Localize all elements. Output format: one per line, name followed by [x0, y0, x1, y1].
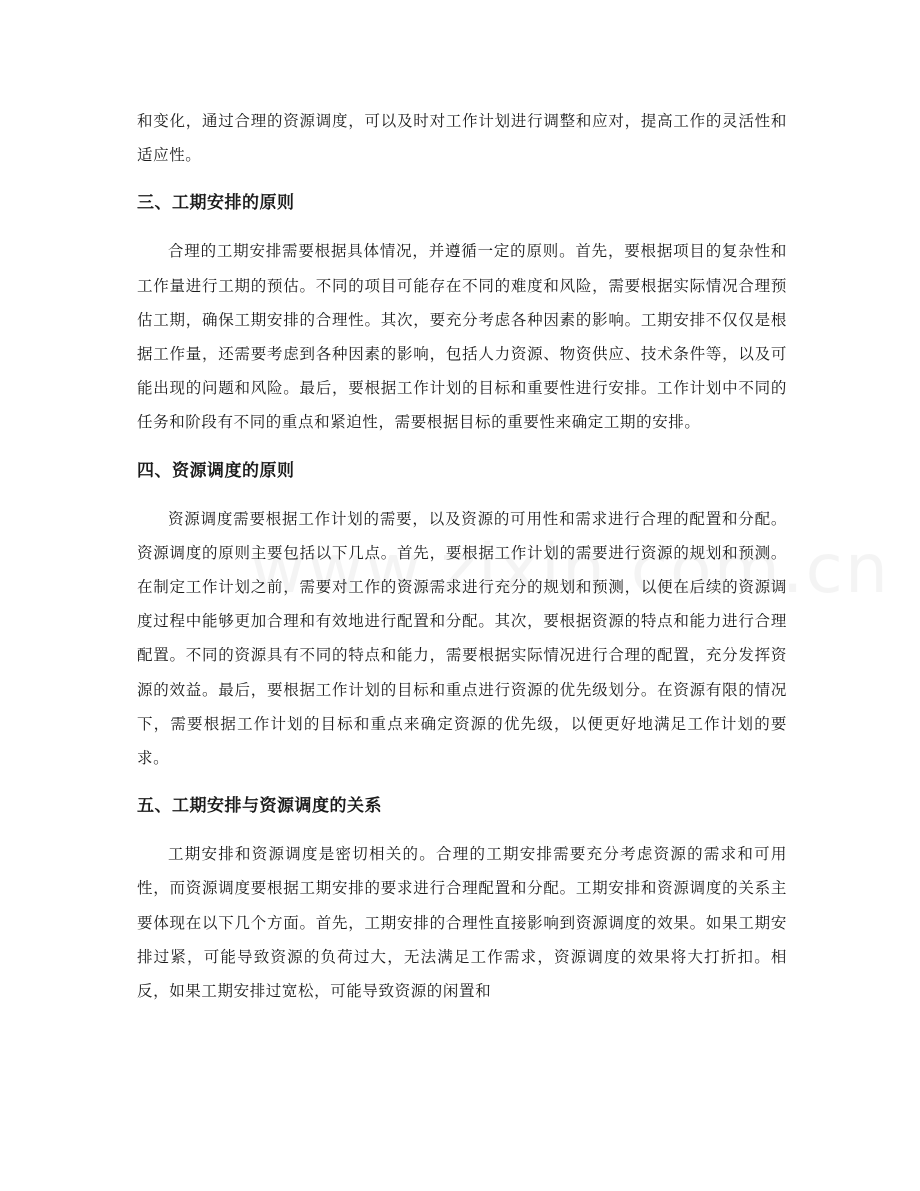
section-heading-5: 五、工期安排与资源调度的关系 [137, 796, 382, 817]
section-heading-3: 三、工期安排的原则 [137, 193, 295, 214]
paragraph-section-3: 合理的工期安排需要根据具体情况，并遵循一定的原则。首先，要根据项目的复杂性和工作量进行工期的预估。不同的项目可能存在不同的难度和风险，需要根据实际情况合理预估工期，确保工期安排的合理性。其次，要充分考虑各种因素的影响。工期安排不仅仅是根据工作量，还需要考虑到各种因素的影响，包括人力资源、物资供应、技术条件等，以及可能出现的问题和风险。最后，要根据工作计划的目标和重要性进行安排。工作计划中不同的任务和阶段有不同的重点和紧迫性，需要根据目标的重要性来确定工期的安排。 [137, 242, 787, 432]
document-body [137, 104, 787, 1008]
paragraph-continued: 和变化，通过合理的资源调度，可以及时对工作计划进行调整和应对，提高工作的灵活性和适应性。 [137, 112, 787, 165]
section-heading-4: 四、资源调度的原则 [137, 460, 295, 481]
paragraph-section-4: 资源调度需要根据工作计划的需要，以及资源的可用性和需求进行合理的配置和分配。资源调度的原则主要包括以下几点。首先，要根据工作计划的需要进行资源的规划和预测。在制定工作计划之前，需要对工作的资源需求进行充分的规划和预测，以便在后续的资源调度过程中能够更加合理和有效地进行配置和分配。其次，要根据资源的特点和能力进行合理配置。不同的资源具有不同的特点和能力，需要根据实际情况进行合理的配置，充分发挥资源的效益。最后，要根据工作计划的目标和重点进行资源的优先级划分。在资源有限的情况下，需要根据工作计划的目标和重点来确定资源的优先级，以便更好地满足工作计划的要求。 [137, 509, 787, 768]
paragraph-section-5: 工期安排和资源调度是密切相关的。合理的工期安排需要充分考虑资源的需求和可用性，而资源调度要根据工期安排的要求进行合理配置和分配。工期安排和资源调度的关系主要体现在以下几个方面。首先，工期安排的合理性直接影响到资源调度的效果。如果工期安排过紧，可能导致资源的负荷过大，无法满足工作需求，资源调度的效果将大打折扣。相反，如果工期安排过宽松，可能导致资源的闲置和 [137, 845, 787, 1001]
